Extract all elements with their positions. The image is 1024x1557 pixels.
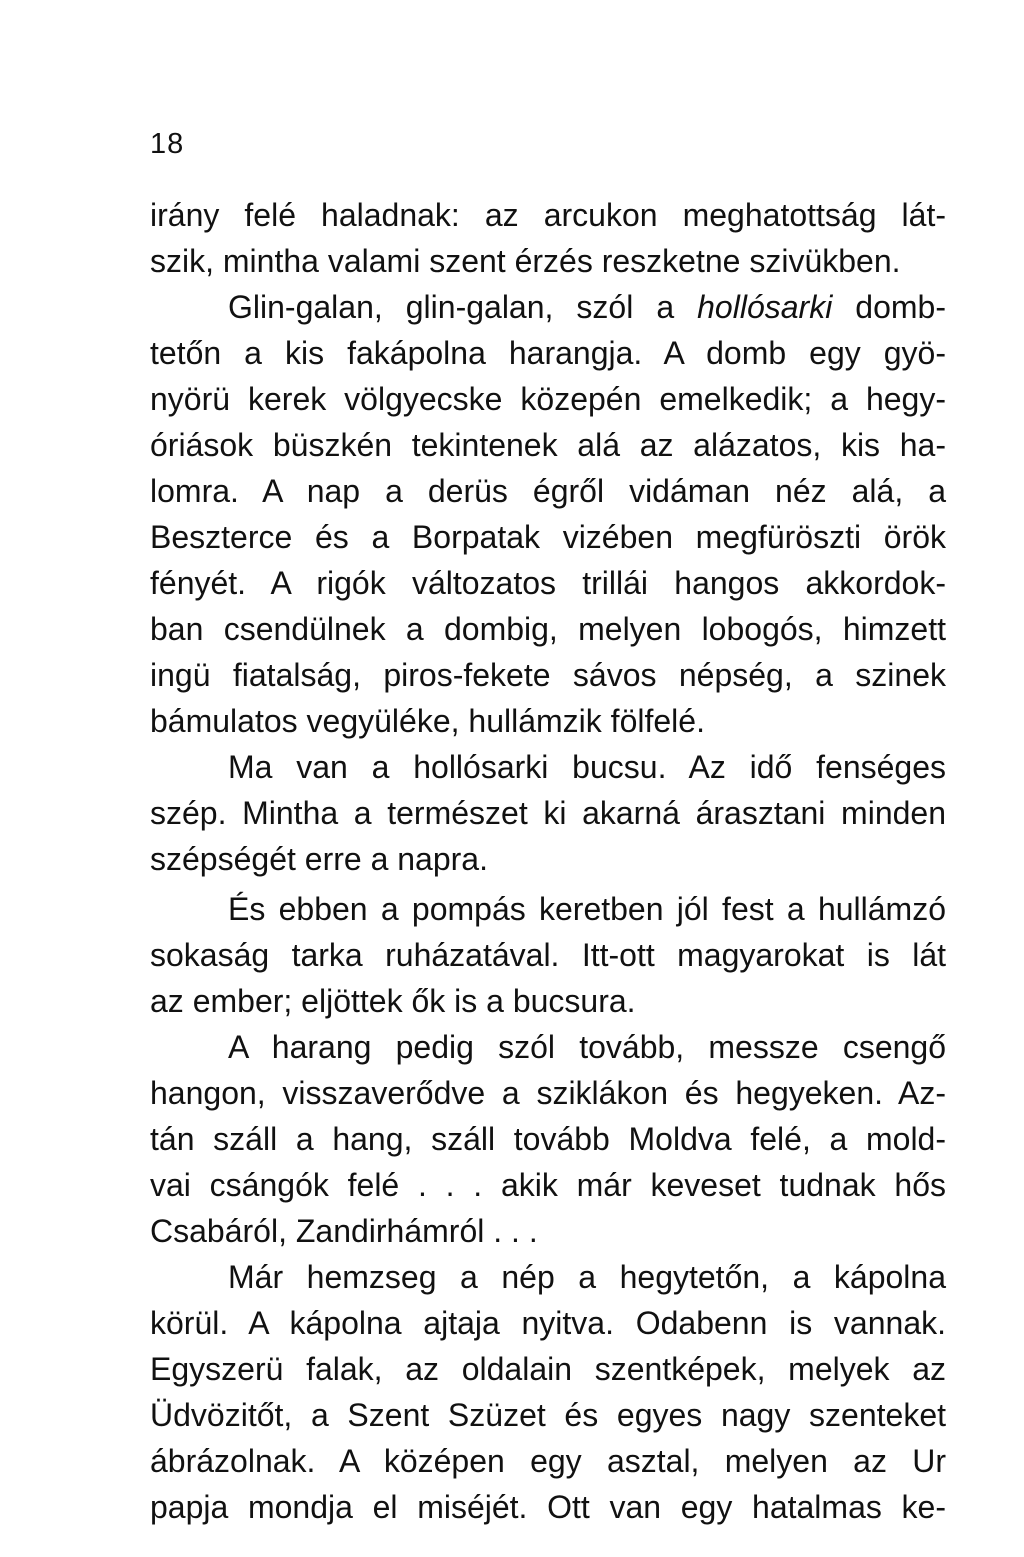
text-line: ingü fiatalság, piros-fekete sávos népség, a szinek <box>150 657 946 693</box>
text-line: Beszterce és a Borpatak vizében megfüröszti örök <box>150 519 946 555</box>
text-line: szépségét erre a napra. <box>150 841 488 877</box>
text-line: vai csángók felé . . . akik már keveset tudnak hős <box>150 1167 946 1203</box>
text-line: lomra. A nap a derüs égről vidáman néz alá, a <box>150 473 946 509</box>
text-line: Már hemzseg a nép a hegytetőn, a kápolna <box>228 1259 946 1295</box>
text-line: tán száll a hang, száll tovább Moldva felé, a mold- <box>150 1121 946 1157</box>
text-line: Csabáról, Zandirhámról . . . <box>150 1213 538 1249</box>
text-line: ban csendülnek a dombig, melyen lobogós, himzett <box>150 611 946 647</box>
text-line: körül. A kápolna ajtaja nyitva. Odabenn is vannak. <box>150 1305 946 1341</box>
text-line: Ma van a hollósarki bucsu. Az idő fenséges <box>228 749 946 785</box>
text-line: Egyszerü falak, az oldalain szentképek, melyek az <box>150 1351 946 1387</box>
text-line: ábrázolnak. A középen egy asztal, melyen az Ur <box>150 1443 946 1479</box>
text-line: Üdvözitőt, a Szent Szüzet és egyes nagy szenteket <box>150 1397 946 1433</box>
text-line-segment: domb- <box>832 289 947 325</box>
italic-place-name: hollósarki <box>697 289 833 325</box>
text-line: szép. Mintha a természet ki akarná árasztani minden <box>150 795 946 831</box>
text-line: nyörü kerek völgyecske közepén emelkedik; a hegy- <box>150 381 946 417</box>
page-number: 18 <box>150 128 185 160</box>
text-line: az ember; eljöttek ők is a bucsura. <box>150 983 636 1019</box>
text-line: bámulatos vegyüléke, hullámzik fölfelé. <box>150 703 705 739</box>
text-line: szik, mintha valami szent érzés reszketne szivükben. <box>150 243 901 279</box>
text-line: És ebben a pompás keretben jól fest a hullámzó <box>228 891 946 927</box>
text-line: A harang pedig szól tovább, messze csengő <box>228 1029 946 1065</box>
body-text <box>150 192 946 1530</box>
text-line: hangon, visszaverődve a sziklákon és hegyeken. Az- <box>150 1075 946 1111</box>
text-line: irány felé haladnak: az arcukon meghatottság lát- <box>150 197 946 233</box>
text-line <box>150 284 946 330</box>
text-line: papja mondja el miséjét. Ott van egy hatalmas ke- <box>150 1489 946 1525</box>
text-line-segment: Glin-galan, glin-galan, szól a <box>228 289 698 325</box>
text-line: óriások büszkén tekintenek alá az alázatos, kis ha- <box>150 427 946 463</box>
text-line: fényét. A rigók változatos trillái hangos akkordok- <box>150 565 946 601</box>
text-line: tetőn a kis fakápolna harangja. A domb egy gyö- <box>150 335 946 371</box>
text-line: sokaság tarka ruházatával. Itt-ott magyarokat is lát <box>150 937 946 973</box>
